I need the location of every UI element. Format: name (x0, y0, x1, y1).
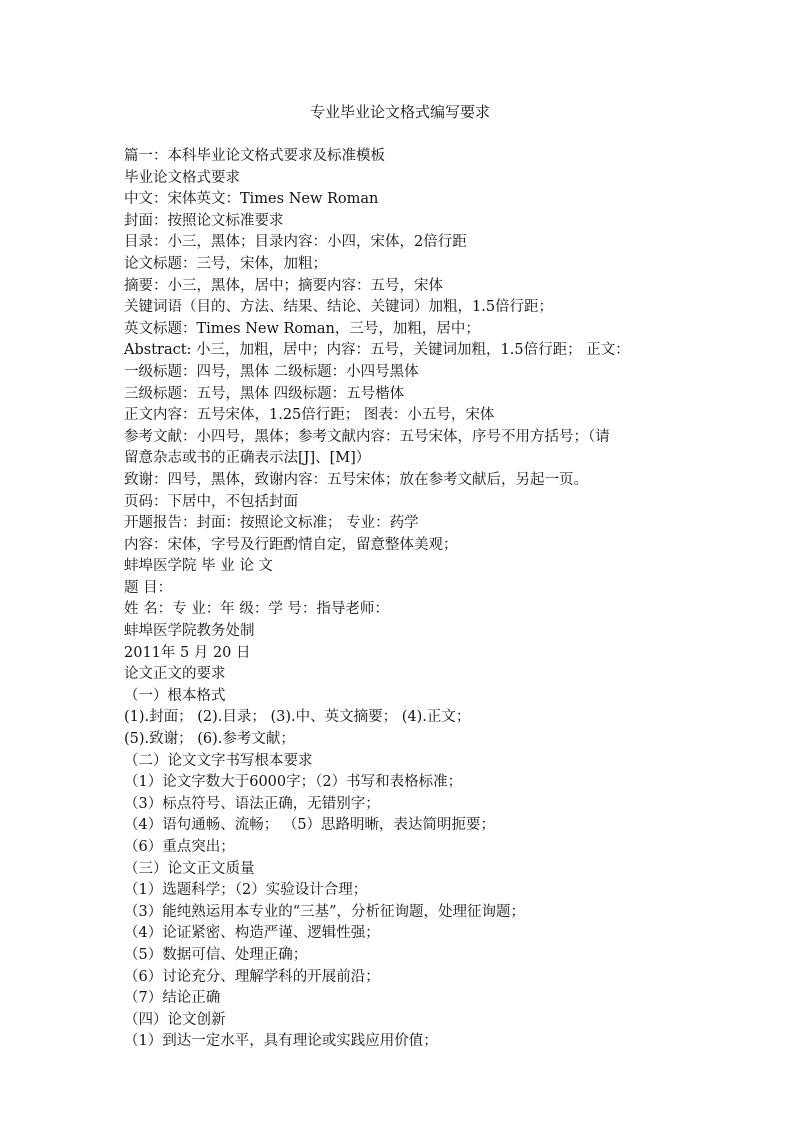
body-line: 摘要：小三，黑体，居中；摘要内容：五号，宋体 (124, 277, 443, 294)
body-line: （1）选题科学；（2）实验设计合理； (124, 882, 368, 899)
body-line: 开题报告：封面：按照论文标准； 专业：药学 (124, 515, 419, 532)
body-line: 姓 名：专 业：年 级：学 号：指导老师： (124, 601, 389, 618)
body-line: 中文：宋体英文：Times New Roman (124, 191, 379, 208)
body-line: 参考文献：小四号，黑体；参考文献内容：五号宋体，序号不用方括号；（请 (124, 428, 610, 445)
body-line: 页码：下居中，不包括封面 (124, 493, 298, 510)
body-line: 关键词语（目的、方法、结果、结论、关键词）加粗，1.5倍行距； (124, 299, 554, 316)
body-line: 蚌埠医学院 毕 业 论 文 (124, 558, 273, 575)
body-line: 篇一：本科毕业论文格式要求及标准模板 (124, 148, 385, 164)
body-line: （7）结论正确 (124, 990, 221, 1007)
body-line: 留意杂志或书的正确表示法[J]、[M]） (124, 450, 371, 467)
body-line: 封面：按照论文标准要求 (124, 212, 284, 229)
body-line: （5）数据可信、处理正确； (124, 946, 308, 963)
body-line: 题 目： (124, 579, 173, 596)
body-line: 毕业论文格式要求 (124, 169, 240, 186)
document-title: 专业毕业论文格式编写要求 (309, 103, 490, 121)
body-line: （一）根本格式 (124, 687, 226, 704)
body-line: （4）论证紧密、构造严谨、逻辑性强； (124, 925, 380, 942)
body-line: 一级标题：四号，黑体 二级标题：小四号黑体 (124, 363, 419, 380)
body-line: （1）到达一定水平，具有理论或实践应用价值； (124, 1033, 438, 1050)
body-line: (5).致谢； (6).参考文献； (124, 731, 295, 748)
body-line: 致谢：四号，黑体，致谢内容：五号宋体；放在参考文献后，另起一页。 (124, 471, 588, 488)
body-line: （3）能纯熟运用本专业的“三基”，分析征询题，处理征询题； (124, 903, 526, 920)
body-line: （四）论文创新 (124, 1011, 226, 1028)
body-line: (1).封面； (2).目录； (3).中、英文摘要； (4).正文； (124, 709, 471, 726)
body-line: （4）语句通畅、流畅； （5）思路明晰，表达简明扼要； (124, 817, 496, 834)
body-line: 正文内容：五号宋体，1.25倍行距； 图表：小五号，宋体 (124, 407, 495, 424)
body-line: 英文标题：Times New Roman，三号，加粗，居中； (124, 320, 480, 337)
body-line: （二）论文文字书写根本要求 (124, 752, 313, 769)
body-line: （三）论文正文质量 (124, 860, 255, 877)
body-line: Abstract: 小三，加粗，居中；内容：五号，关键词加粗，1.5倍行距； 正文： (124, 342, 630, 359)
body-line: （6）讨论充分、理解学科的开展前沿； (124, 968, 380, 985)
body-line: 论文标题：三号，宋体，加粗； (124, 255, 327, 272)
body-line: 论文正文的要求 (124, 666, 226, 683)
body-line: 蚌埠医学院教务处制 (124, 623, 255, 640)
body-line: （3）标点符号、语法正确，无错别字； (124, 795, 380, 812)
body-line: 2011年 5 月 20 日 (124, 644, 251, 661)
body-line: （1）论文字数大于6000字；（2）书写和表格标准； (124, 774, 463, 791)
body-line: （6）重点突出； (124, 839, 235, 855)
body-line: 三级标题：五号，黑体 四级标题：五号楷体 (124, 385, 405, 402)
body-line: 目录：小三，黑体；目录内容：小四，宋体，2倍行距 (124, 234, 467, 251)
body-line: 内容：宋体，字号及行距酌情自定，留意整体美观； (124, 536, 458, 553)
document-body (124, 146, 684, 1053)
